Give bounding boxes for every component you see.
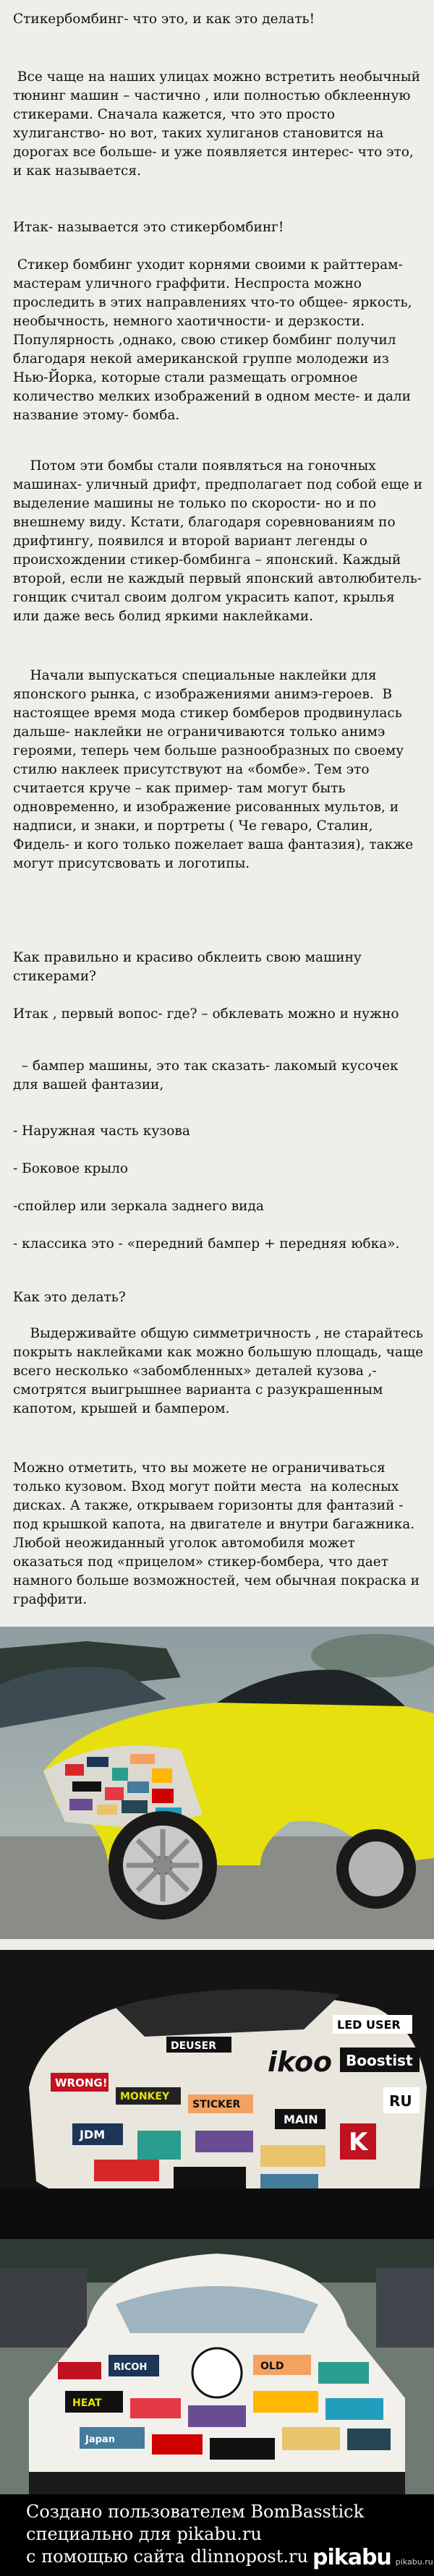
question-where: Итак , первый вопос- где? – обклевать можно и нужно <box>13 1006 399 1022</box>
svg-text:K: K <box>349 2128 368 2157</box>
list-item-classic: - классика это - «передний бампер + передняя юбка». <box>13 1236 400 1251</box>
list-item-fender: - Боковое крыло <box>13 1161 128 1176</box>
svg-text:LED USER: LED USER <box>337 2018 401 2032</box>
svg-text:HEAT: HEAT <box>72 2397 102 2409</box>
question-how: Как правильно и красиво обклеить свою машину стикерами? <box>13 950 366 984</box>
paragraph-beyond-body: Можно отметить, что вы можете не ограничиваться только кузовом. Вход могут пойти места на колесных дисках. А также, открываем горизонты для фантазий - под крышкой капота, на двигателе и внутри багажника. Любой неожиданный уголок автомобиля может оказаться под «прицелом» стикер-бомбера, что дает намного больше возможностей, чем обычная покраска и граффити. <box>13 1460 424 1607</box>
svg-text:STICKER: STICKER <box>192 2099 241 2110</box>
footer-for-pikabu: специально для pikabu.ru <box>26 2524 262 2544</box>
list-item-spoiler: -спойлер или зеркала заднего вида <box>13 1199 264 1214</box>
paragraph-name: Итак- называется это стикербомбинг! <box>13 220 284 235</box>
photo-sticker-car-front <box>0 1950 434 2239</box>
svg-text:WRONG!: WRONG! <box>55 2076 108 2089</box>
paragraph-symmetry: Выдерживайте общую симметричность , не старайтесь покрыть наклейками как можно большую площадь, чаще всего несколько «забомбленных» деталей кузова ,- смотрятся выигрышнее варианта с разукрашенным капотом, крышей и бампером. <box>13 1326 428 1416</box>
list-item-body: - Наружная часть кузова <box>13 1124 190 1139</box>
svg-text:DEUSER: DEUSER <box>171 2040 216 2052</box>
paragraph-racing: Потом эти бомбы стали появляться на гоночных машинах- уличный дрифт, предполагает под собой еще и выделение машины не только по скорости- но и по внешнему виду. Кстати, благодаря соревнованиям по дрифтингу, появился и второй вариант легенды о происхождении стикер-бомбинга – японский. Каждый второй, если не каждый первый японский автолюбитель-гонщик считал своим долгом украсить капот, крылья или даже весь болид яркими наклейками. <box>13 458 427 624</box>
svg-text:JDM: JDM <box>80 2128 106 2141</box>
footer-author: Создано пользователем BomBasstick <box>26 2502 365 2522</box>
paragraph-stickers: Начали выпускаться специальные наклейки для японского рынка, с изображениями анимэ-героев. В настоящее время мода стикер бомберов продвинулась дальше- наклейки не ограничиваются только анимэ героями, теперь чем больше разнообразных по своему стилю наклеек присутствуют на «бомбе». Тем это считается круче – как пример- там могут быть одновременно, и изображение рисованных мультов, и надписи, и знаки, и портреты ( Че геваро, Сталин, Фидель- и кого только пожелает ваша фантазия), также могут присутсвовать и логотипы. <box>13 668 418 871</box>
svg-text:MONKEY: MONKEY <box>120 2091 170 2102</box>
svg-text:OLD: OLD <box>260 2361 284 2372</box>
paragraph-origin: Стикер бомбинг уходит корнями своими к райттерам- мастерам уличного граффити. Неспроста можно проследить в этих направлениях что-то общее- яркость, необычность, немного хаотичности- и дерзкости. Популярность ,однако, свою стикер бомбинг получил благодаря некой американской группе молодежи из Нью-Йорка, которые стали размещать огромное количество мелких изображений в одном месте- и дали название этому- бомба. <box>13 257 417 423</box>
svg-text:RU: RU <box>389 2092 412 2110</box>
svg-text:ikoo: ikoo <box>268 2046 333 2078</box>
footer-site-link[interactable]: с помощью сайта dlinnopost.ru <box>26 2546 308 2567</box>
question-how-to: Как это делать? <box>13 1290 126 1305</box>
photo-yellow-car <box>0 1627 434 1939</box>
pikabu-logo[interactable] <box>312 2544 433 2570</box>
svg-text:RICOH: RICOH <box>114 2362 148 2373</box>
footer <box>0 2494 434 2576</box>
logo-domain: pikabu.ru <box>395 2556 433 2567</box>
list-item-bumper: – бампер машины, это так сказать- лакомый кусочек для вашей фантазии, <box>13 1058 403 1092</box>
logo-word: pikabu <box>312 2544 391 2570</box>
svg-text:Japan: Japan <box>85 2434 115 2445</box>
svg-text:Boostist: Boostist <box>346 2052 413 2069</box>
svg-text:MAIN: MAIN <box>284 2113 318 2126</box>
photo-sticker-hatchback <box>0 2239 434 2494</box>
post-title: Стикербомбинг- что это, и как это делать! <box>13 12 315 27</box>
paragraph-intro: Все чаще на наших улицах можно встретить необычный тюнинг машин – частично , или полностью обклеенную стикерами. Сначала кажется, что это просто хулиганство- но вот, таких хулиганов становится на дорогах все больше- и уже появляется интерес- что это, и как называется. <box>13 69 425 179</box>
